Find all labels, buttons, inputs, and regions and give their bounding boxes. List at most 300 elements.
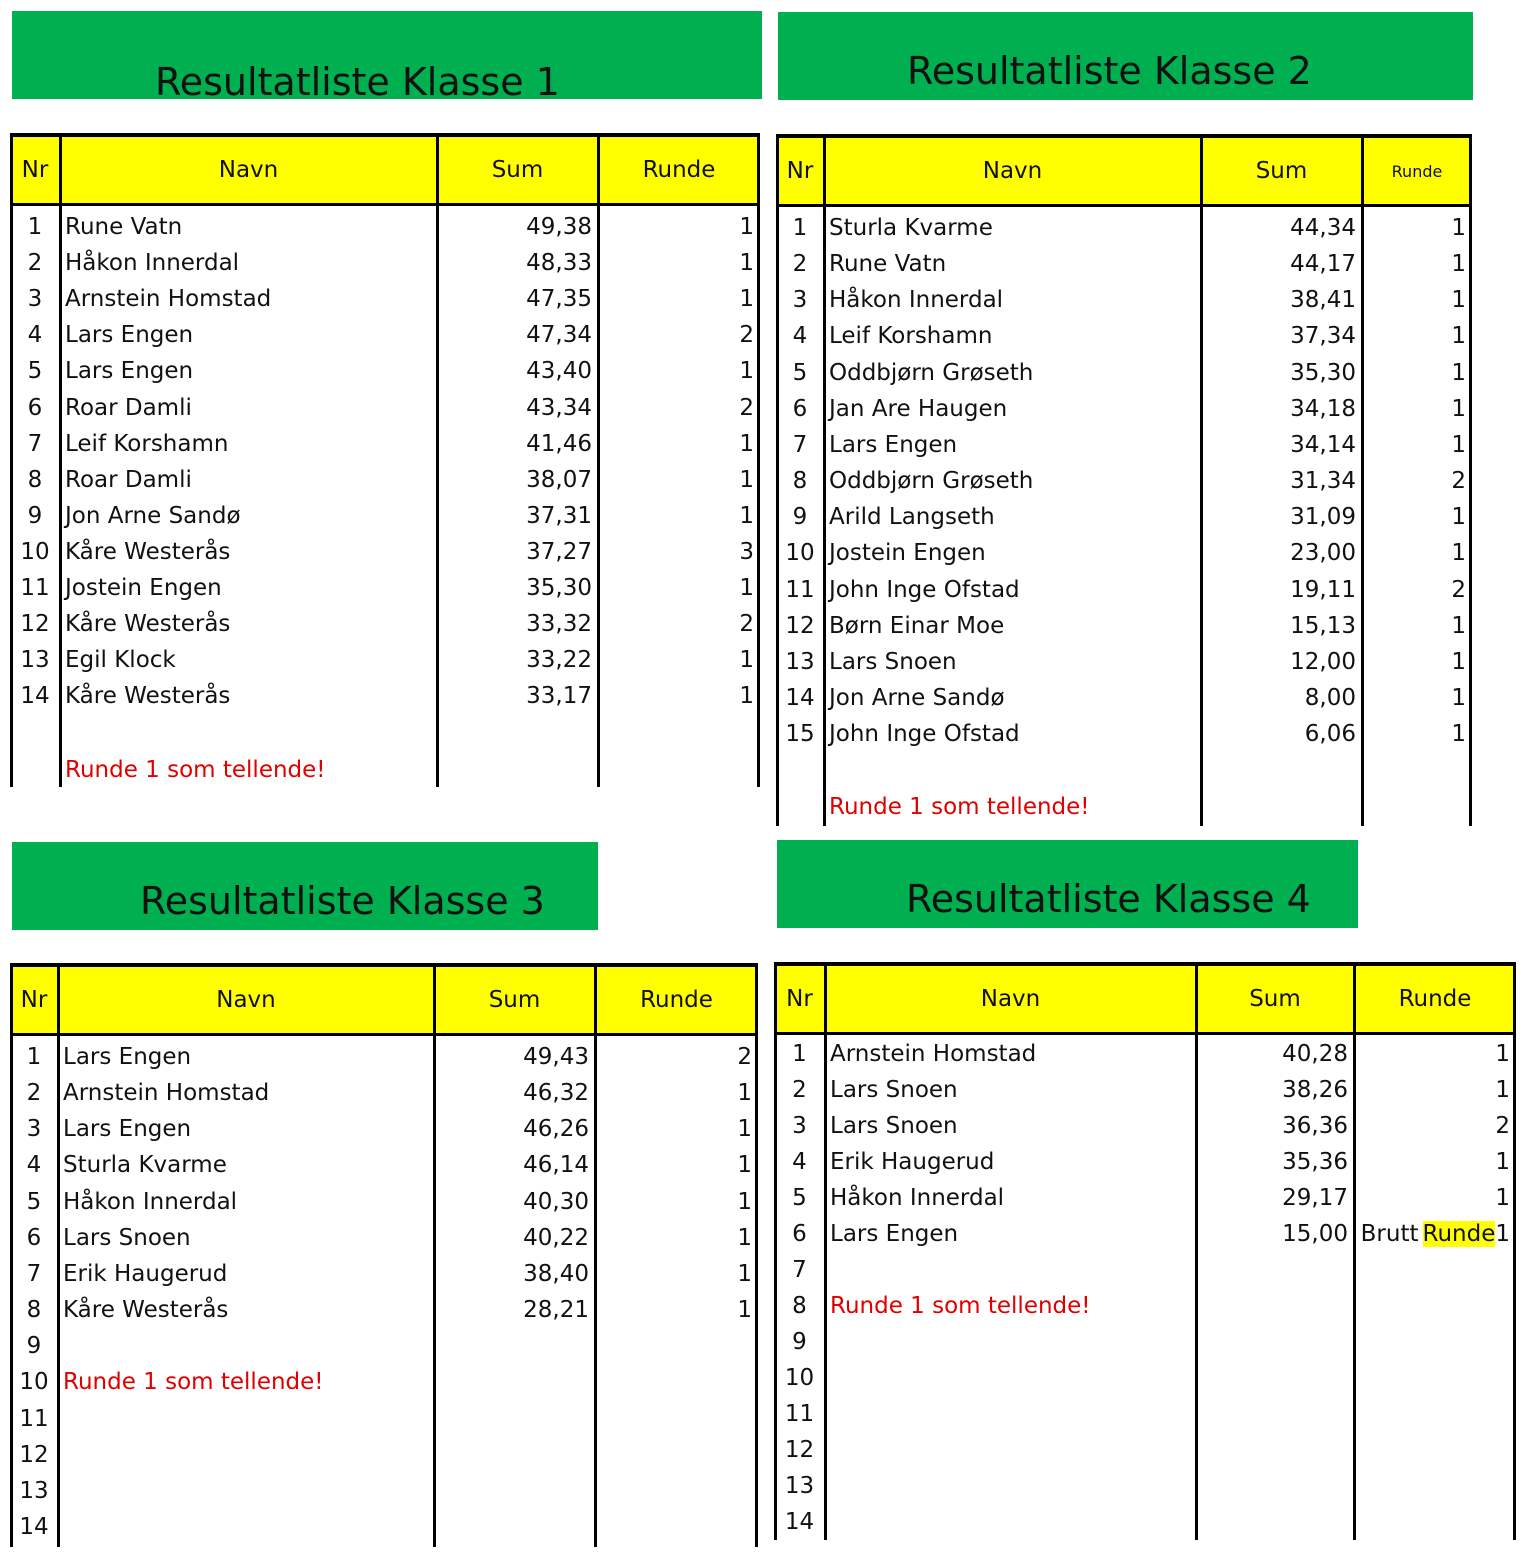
row-sum bbox=[1196, 1432, 1348, 1468]
row-sum: 38,07 bbox=[526, 466, 592, 493]
row-runde bbox=[595, 1509, 752, 1545]
row-nr: 3 bbox=[792, 1113, 807, 1139]
row-sum bbox=[1196, 1324, 1348, 1360]
row-sum: 12,00 bbox=[1290, 648, 1356, 675]
row-nr: 8 bbox=[26, 1297, 42, 1324]
row-runde bbox=[1354, 1324, 1510, 1360]
row-navn: Arild Langseth bbox=[829, 504, 995, 531]
table-row bbox=[10, 570, 760, 606]
row-navn: Lars Engen bbox=[63, 1116, 192, 1143]
row-nr: 3 bbox=[27, 286, 43, 313]
row-navn: Jostein Engen bbox=[65, 575, 222, 601]
table-row bbox=[10, 1039, 758, 1075]
row-runde: 2 bbox=[739, 394, 754, 421]
row-sum bbox=[1196, 1504, 1348, 1540]
row-runde: 1 bbox=[1451, 323, 1466, 350]
table-row bbox=[10, 426, 760, 462]
row-navn: Håkon Innerdal bbox=[830, 1185, 1005, 1211]
row-nr: 10 bbox=[19, 1369, 49, 1396]
row-nr: 12 bbox=[20, 611, 50, 638]
table-row bbox=[774, 1252, 1516, 1288]
row-navn: Kåre Westerås bbox=[65, 683, 231, 710]
results-table-klasse-3 bbox=[10, 963, 758, 1547]
row-navn: Børn Einar Moe bbox=[829, 612, 1005, 639]
row-navn: Jon Arne Sandø bbox=[65, 502, 241, 529]
row-sum: 41,46 bbox=[526, 430, 592, 457]
row-navn: Kåre Westerås bbox=[65, 611, 231, 638]
row-runde: 1 bbox=[1495, 1041, 1510, 1067]
row-sum bbox=[1196, 1252, 1348, 1288]
row-sum bbox=[434, 1509, 589, 1545]
row-nr: 7 bbox=[792, 1257, 807, 1283]
row-nr: 8 bbox=[792, 468, 808, 495]
row-navn: Roar Damli bbox=[65, 394, 192, 421]
row-navn: John Inge Ofstad bbox=[829, 721, 1020, 748]
row-nr: 11 bbox=[20, 575, 50, 601]
table-row bbox=[10, 1437, 758, 1473]
header-sum: Sum bbox=[488, 987, 541, 1013]
row-nr: 5 bbox=[26, 1188, 42, 1215]
row-runde: 1 bbox=[737, 1116, 752, 1143]
row-navn bbox=[830, 1324, 1193, 1360]
table-row bbox=[776, 535, 1472, 571]
table-row bbox=[10, 390, 760, 426]
table-row bbox=[10, 498, 760, 534]
row-runde bbox=[1354, 1396, 1510, 1432]
row-nr: 9 bbox=[26, 1333, 42, 1360]
row-nr: 9 bbox=[792, 504, 808, 531]
row-nr: 5 bbox=[792, 359, 808, 386]
row-navn: Leif Korshamn bbox=[65, 430, 229, 457]
row-runde bbox=[1354, 1468, 1510, 1504]
row-nr: 1 bbox=[27, 214, 43, 240]
row-navn: Oddbjørn Grøseth bbox=[829, 468, 1034, 495]
table-row bbox=[776, 246, 1472, 282]
row-sum: 35,30 bbox=[526, 575, 592, 601]
table-row bbox=[774, 1216, 1516, 1252]
row-navn: Erik Haugerud bbox=[830, 1149, 995, 1175]
table-row bbox=[774, 1432, 1516, 1468]
row-nr: 8 bbox=[792, 1293, 807, 1319]
table-row bbox=[776, 716, 1472, 752]
row-sum: 15,00 bbox=[1282, 1221, 1348, 1247]
row-nr: 7 bbox=[26, 1260, 42, 1287]
row-runde: 1 bbox=[739, 430, 754, 457]
row-sum: 33,22 bbox=[526, 647, 592, 674]
header-runde: Runde bbox=[1398, 986, 1472, 1012]
row-sum: 38,40 bbox=[523, 1260, 589, 1287]
row-navn: Lars Snoen bbox=[830, 1113, 958, 1139]
table-row bbox=[10, 1473, 758, 1509]
title-banner-klasse-1 bbox=[12, 11, 762, 104]
row-nr: 12 bbox=[785, 612, 815, 639]
row-navn: Rune Vatn bbox=[65, 214, 183, 240]
row-nr: 6 bbox=[792, 1221, 807, 1247]
row-nr: 6 bbox=[792, 395, 808, 422]
row-runde: 1 bbox=[1451, 395, 1466, 422]
table-row bbox=[10, 1184, 758, 1220]
table-row bbox=[10, 1075, 758, 1111]
row-navn: Jostein Engen bbox=[829, 540, 986, 567]
row-nr: 2 bbox=[792, 251, 808, 278]
row-nr: 6 bbox=[26, 1224, 42, 1251]
row-nr: 11 bbox=[784, 1401, 815, 1427]
row-sum: 37,31 bbox=[526, 502, 592, 529]
row-runde: 1 bbox=[1451, 215, 1466, 241]
header-runde: Runde bbox=[642, 157, 716, 183]
header-navn: Navn bbox=[980, 986, 1041, 1012]
table-row bbox=[10, 1292, 758, 1328]
row-nr: 10 bbox=[784, 1365, 815, 1391]
banner-title: Resultatliste Klasse 2 bbox=[907, 49, 1312, 93]
header-navn: Navn bbox=[218, 157, 279, 183]
row-navn: Sturla Kvarme bbox=[829, 215, 993, 241]
header-nr: Nr bbox=[786, 158, 814, 184]
table-row bbox=[776, 572, 1472, 608]
row-nr: 3 bbox=[26, 1116, 42, 1143]
row-nr: 13 bbox=[19, 1477, 49, 1504]
table-row bbox=[776, 318, 1472, 354]
table-row bbox=[10, 1401, 758, 1437]
row-navn bbox=[830, 1396, 1193, 1432]
row-runde: 1 bbox=[1451, 540, 1466, 567]
runde-value: 1 bbox=[1495, 1221, 1510, 1247]
banner-title: Resultatliste Klasse 4 bbox=[906, 877, 1311, 921]
row-navn: Lars Snoen bbox=[829, 648, 957, 675]
row-sum: 36,36 bbox=[1282, 1113, 1348, 1139]
row-runde: 1 bbox=[1451, 504, 1466, 531]
row-runde: 1 bbox=[737, 1080, 752, 1107]
row-runde: 2 bbox=[739, 611, 754, 638]
row-runde: 1 bbox=[1451, 684, 1466, 711]
row-nr: 14 bbox=[784, 1509, 815, 1535]
row-navn: Roar Damli bbox=[65, 466, 192, 493]
row-runde: 1 bbox=[1451, 251, 1466, 278]
table-row bbox=[10, 353, 760, 389]
table-row bbox=[774, 1468, 1516, 1504]
row-sum: 40,28 bbox=[1282, 1041, 1348, 1067]
row-runde bbox=[1354, 1504, 1510, 1540]
row-navn bbox=[63, 1509, 431, 1545]
row-sum: 31,09 bbox=[1290, 504, 1356, 531]
row-sum: 38,26 bbox=[1282, 1077, 1348, 1103]
row-runde: 1 bbox=[1451, 431, 1466, 458]
results-table-klasse-2 bbox=[776, 134, 1472, 826]
row-sum: 15,13 bbox=[1290, 612, 1356, 639]
table-row bbox=[10, 1147, 758, 1183]
row-sum: 35,30 bbox=[1290, 359, 1356, 386]
header-sum: Sum bbox=[491, 157, 544, 183]
row-runde: 1 bbox=[1451, 612, 1466, 639]
brutt-label: Brutt bbox=[1360, 1221, 1419, 1247]
table-row bbox=[10, 1111, 758, 1147]
row-runde: 1 bbox=[1495, 1185, 1510, 1211]
row-navn: Lars Engen bbox=[65, 322, 194, 349]
row-navn: Kåre Westerås bbox=[65, 538, 231, 565]
row-nr: 4 bbox=[792, 323, 808, 350]
row-nr: 4 bbox=[26, 1152, 42, 1179]
row-sum: 47,35 bbox=[526, 286, 592, 313]
row-nr: 14 bbox=[20, 683, 50, 710]
row-runde: 1 bbox=[739, 250, 754, 277]
note-text: Runde 1 som tellende! bbox=[63, 1369, 324, 1396]
row-runde: 1 bbox=[1495, 1149, 1510, 1175]
table-row bbox=[774, 1072, 1516, 1108]
row-runde: 1 bbox=[739, 358, 754, 385]
row-navn bbox=[63, 1473, 431, 1509]
row-navn: Lars Engen bbox=[830, 1221, 959, 1247]
row-sum: 48,33 bbox=[526, 250, 592, 277]
row-runde: 1 bbox=[1451, 359, 1466, 386]
row-navn: Lars Snoen bbox=[830, 1077, 958, 1103]
row-sum: 19,11 bbox=[1290, 576, 1356, 603]
row-sum: 44,17 bbox=[1290, 251, 1356, 278]
row-sum: 34,14 bbox=[1290, 431, 1356, 458]
row-sum: 40,22 bbox=[523, 1224, 589, 1251]
row-sum bbox=[1196, 1396, 1348, 1432]
row-runde: 2 bbox=[1451, 468, 1466, 495]
row-nr: 5 bbox=[792, 1185, 807, 1211]
table-row bbox=[10, 245, 760, 281]
row-runde: 1 bbox=[739, 502, 754, 529]
row-sum bbox=[1196, 1468, 1348, 1504]
row-runde bbox=[595, 1328, 752, 1364]
row-sum: 46,32 bbox=[523, 1080, 589, 1107]
table-row bbox=[776, 680, 1472, 716]
row-sum: 35,36 bbox=[1282, 1149, 1348, 1175]
row-nr: 10 bbox=[785, 540, 815, 567]
row-sum: 33,32 bbox=[526, 611, 592, 638]
row-navn bbox=[63, 1328, 431, 1364]
row-runde bbox=[1354, 1360, 1510, 1396]
table-row bbox=[774, 1036, 1516, 1072]
table-row bbox=[10, 1256, 758, 1292]
row-nr: 13 bbox=[784, 1473, 815, 1499]
row-navn bbox=[63, 1401, 431, 1437]
header-nr: Nr bbox=[21, 157, 49, 183]
table-row bbox=[10, 281, 760, 317]
row-runde: 1 bbox=[739, 575, 754, 601]
row-nr: 6 bbox=[27, 394, 43, 421]
row-nr: 7 bbox=[27, 430, 43, 457]
row-nr: 11 bbox=[19, 1405, 49, 1432]
results-table-klasse-4 bbox=[774, 962, 1516, 1540]
table-row bbox=[10, 317, 760, 353]
row-sum bbox=[434, 1401, 589, 1437]
banner-title: Resultatliste Klasse 1 bbox=[155, 60, 560, 104]
row-nr: 1 bbox=[792, 215, 808, 241]
row-navn: Jon Arne Sandø bbox=[829, 684, 1005, 711]
table-row bbox=[10, 1364, 758, 1400]
row-runde: 1 bbox=[739, 466, 754, 493]
row-navn: Rune Vatn bbox=[829, 251, 947, 278]
row-sum: 46,26 bbox=[523, 1116, 589, 1143]
row-sum: 6,06 bbox=[1304, 721, 1356, 748]
table-row bbox=[776, 210, 1472, 246]
row-sum: 29,17 bbox=[1282, 1185, 1348, 1211]
note-text: Runde 1 som tellende! bbox=[65, 757, 326, 783]
header-sum: Sum bbox=[1249, 986, 1301, 1012]
table-row bbox=[10, 462, 760, 498]
runde-highlight: Runde bbox=[1422, 1221, 1496, 1247]
row-navn: Leif Korshamn bbox=[829, 323, 993, 350]
row-sum: 44,34 bbox=[1290, 215, 1356, 241]
row-sum: 49,43 bbox=[523, 1044, 589, 1070]
row-runde: 1 bbox=[1495, 1077, 1510, 1103]
row-runde: 1 bbox=[1451, 721, 1466, 748]
row-sum bbox=[434, 1437, 589, 1473]
row-sum: 8,00 bbox=[1304, 684, 1356, 711]
title-banner-klasse-2 bbox=[778, 12, 1473, 100]
header-runde: Runde bbox=[1391, 161, 1443, 181]
row-sum: 47,34 bbox=[526, 322, 592, 349]
row-nr: 9 bbox=[27, 502, 43, 529]
row-nr: 2 bbox=[26, 1080, 42, 1107]
row-navn bbox=[830, 1432, 1193, 1468]
row-nr: 9 bbox=[792, 1329, 807, 1355]
table-row bbox=[774, 1108, 1516, 1144]
title-banner-klasse-3 bbox=[12, 842, 598, 930]
row-runde: 1 bbox=[737, 1188, 752, 1215]
table-row bbox=[10, 1509, 758, 1545]
row-runde bbox=[1354, 1252, 1510, 1288]
header-sum: Sum bbox=[1255, 158, 1308, 184]
table-row bbox=[774, 1144, 1516, 1180]
row-navn: Lars Engen bbox=[63, 1044, 192, 1070]
row-sum: 40,30 bbox=[523, 1188, 589, 1215]
row-navn: Arnstein Homstad bbox=[65, 286, 272, 313]
row-nr: 2 bbox=[792, 1077, 807, 1103]
row-sum: 37,27 bbox=[526, 538, 592, 565]
row-sum: 46,14 bbox=[523, 1152, 589, 1179]
row-sum bbox=[1196, 1288, 1348, 1324]
row-sum: 34,18 bbox=[1290, 395, 1356, 422]
table-row bbox=[10, 1220, 758, 1256]
row-navn bbox=[830, 1252, 1193, 1288]
header-navn: Navn bbox=[982, 158, 1043, 184]
row-sum bbox=[434, 1364, 589, 1400]
row-runde: 2 bbox=[737, 1044, 752, 1070]
table-row bbox=[10, 209, 760, 245]
table-row bbox=[776, 499, 1472, 535]
table-row bbox=[776, 463, 1472, 499]
row-navn bbox=[830, 1468, 1193, 1504]
note-text: Runde 1 som tellende! bbox=[829, 794, 1090, 820]
row-sum: 31,34 bbox=[1290, 468, 1356, 495]
row-runde: 1 bbox=[739, 647, 754, 674]
row-runde: 2 bbox=[1495, 1113, 1510, 1139]
banner-title: Resultatliste Klasse 3 bbox=[140, 879, 545, 923]
row-runde bbox=[1354, 1216, 1510, 1252]
table-row bbox=[776, 608, 1472, 644]
table-row bbox=[774, 1396, 1516, 1432]
row-navn bbox=[830, 1360, 1193, 1396]
table-row bbox=[10, 1328, 758, 1364]
row-runde: 2 bbox=[739, 322, 754, 349]
title-banner-klasse-4 bbox=[777, 840, 1358, 928]
row-runde: 1 bbox=[737, 1260, 752, 1287]
row-navn: Lars Snoen bbox=[63, 1224, 191, 1251]
row-sum: 38,41 bbox=[1290, 287, 1356, 314]
row-nr: 13 bbox=[785, 648, 815, 675]
row-nr: 15 bbox=[785, 721, 815, 748]
row-navn: Arnstein Homstad bbox=[63, 1080, 270, 1107]
row-navn: Håkon Innerdal bbox=[65, 250, 240, 277]
row-navn bbox=[830, 1504, 1193, 1540]
table-row bbox=[776, 355, 1472, 391]
table-row bbox=[10, 534, 760, 570]
row-runde bbox=[1354, 1432, 1510, 1468]
row-nr: 4 bbox=[27, 322, 43, 349]
row-sum: 43,34 bbox=[526, 394, 592, 421]
row-nr: 13 bbox=[20, 647, 50, 674]
row-nr: 4 bbox=[792, 1149, 807, 1175]
table-row bbox=[776, 644, 1472, 680]
table-row bbox=[774, 1504, 1516, 1540]
row-sum: 49,38 bbox=[526, 214, 592, 240]
row-sum: 28,21 bbox=[523, 1297, 589, 1324]
row-navn: Erik Haugerud bbox=[63, 1260, 228, 1287]
row-navn: Arnstein Homstad bbox=[830, 1041, 1037, 1067]
row-runde: 1 bbox=[1451, 287, 1466, 314]
row-nr: 12 bbox=[19, 1441, 49, 1468]
row-runde bbox=[595, 1473, 752, 1509]
row-nr: 1 bbox=[26, 1044, 42, 1070]
row-nr: 1 bbox=[792, 1041, 807, 1067]
row-runde: 1 bbox=[739, 214, 754, 240]
row-nr: 2 bbox=[27, 250, 43, 277]
row-runde: 1 bbox=[739, 286, 754, 313]
header-navn: Navn bbox=[216, 987, 276, 1013]
row-navn: Egil Klock bbox=[65, 647, 176, 674]
row-runde: 1 bbox=[1451, 648, 1466, 675]
row-nr: 5 bbox=[27, 358, 43, 385]
table-row bbox=[774, 1180, 1516, 1216]
row-navn: Oddbjørn Grøseth bbox=[829, 359, 1034, 386]
table-row bbox=[774, 1288, 1516, 1324]
row-navn: Lars Engen bbox=[829, 431, 958, 458]
row-runde bbox=[595, 1364, 752, 1400]
row-sum bbox=[434, 1473, 589, 1509]
row-nr: 10 bbox=[20, 538, 50, 565]
row-sum: 37,34 bbox=[1290, 323, 1356, 350]
row-navn: Jan Are Haugen bbox=[829, 395, 1008, 422]
table-row bbox=[774, 1324, 1516, 1360]
row-runde bbox=[595, 1401, 752, 1437]
header-nr: Nr bbox=[20, 987, 48, 1013]
row-navn: Kåre Westerås bbox=[63, 1297, 229, 1324]
table-row bbox=[776, 391, 1472, 427]
row-runde bbox=[1354, 1288, 1510, 1324]
row-runde: 1 bbox=[737, 1224, 752, 1251]
row-runde: 1 bbox=[737, 1297, 752, 1324]
row-runde bbox=[595, 1437, 752, 1473]
row-nr: 8 bbox=[27, 466, 43, 493]
row-nr: 11 bbox=[785, 576, 815, 603]
row-sum: 33,17 bbox=[526, 683, 592, 710]
row-navn: Lars Engen bbox=[65, 358, 194, 385]
row-nr: 14 bbox=[785, 684, 815, 711]
row-nr: 14 bbox=[19, 1513, 49, 1540]
note-text: Runde 1 som tellende! bbox=[830, 1293, 1091, 1319]
row-nr: 12 bbox=[784, 1437, 815, 1463]
row-sum: 23,00 bbox=[1290, 540, 1356, 567]
row-nr: 3 bbox=[792, 287, 808, 314]
results-table-klasse-1 bbox=[10, 133, 760, 787]
row-navn bbox=[63, 1437, 431, 1473]
row-runde: 1 bbox=[737, 1152, 752, 1179]
table-row bbox=[776, 427, 1472, 463]
